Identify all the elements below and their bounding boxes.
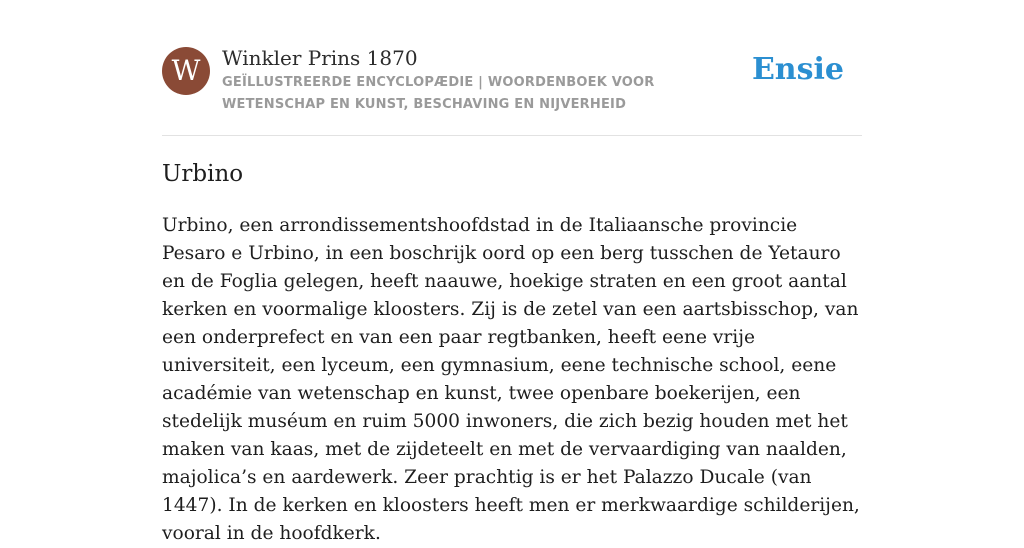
source-subtitle: GEÏLLUSTREERDE ENCYCLOPÆDIE | WOORDENBOEK VOOR WETENSCHAP EN KUNST, BESCHAVING EN NIJVERHEID (222, 75, 655, 112)
entry-title: Urbino (162, 161, 244, 187)
source-info (222, 44, 762, 116)
source-avatar[interactable]: W (162, 47, 210, 95)
source-header (162, 0, 862, 136)
content-container (162, 0, 862, 544)
source-title[interactable]: Winkler Prins 1870 (222, 46, 418, 70)
ensie-logo[interactable]: Ensie (751, 52, 844, 87)
entry-body: Urbino, een arrondissementshoofdstad in de Italiaansche provincie Pesaro e Urbino, in een boschrijk oord op een berg tusschen de Yetauro en de Foglia gelegen, heeft naauwe, hoekige straten en een groot aantal kerken en voormalige kloosters. Zij is de zetel van een aartsbisschop, van een onderprefect en van een paar regtbanken, heeft eene vrije universiteit, een lyceum, een gymnasium, eene technische school, eene académie van wetenschap en kunst, twee openbare boekerijen, een stedelijk muséum en ruim 5000 inwoners, die zich bezig houden met het maken van kaas, met de zijdeteelt en met de vervaardiging van naalden, majolica’s en aardewerk. Zeer prachtig is er het Palazzo Ducale (van 1447). In de kerken en kloosters heeft men er merkwaardige schilderijen, vooral in de hoofdkerk. (162, 215, 860, 544)
